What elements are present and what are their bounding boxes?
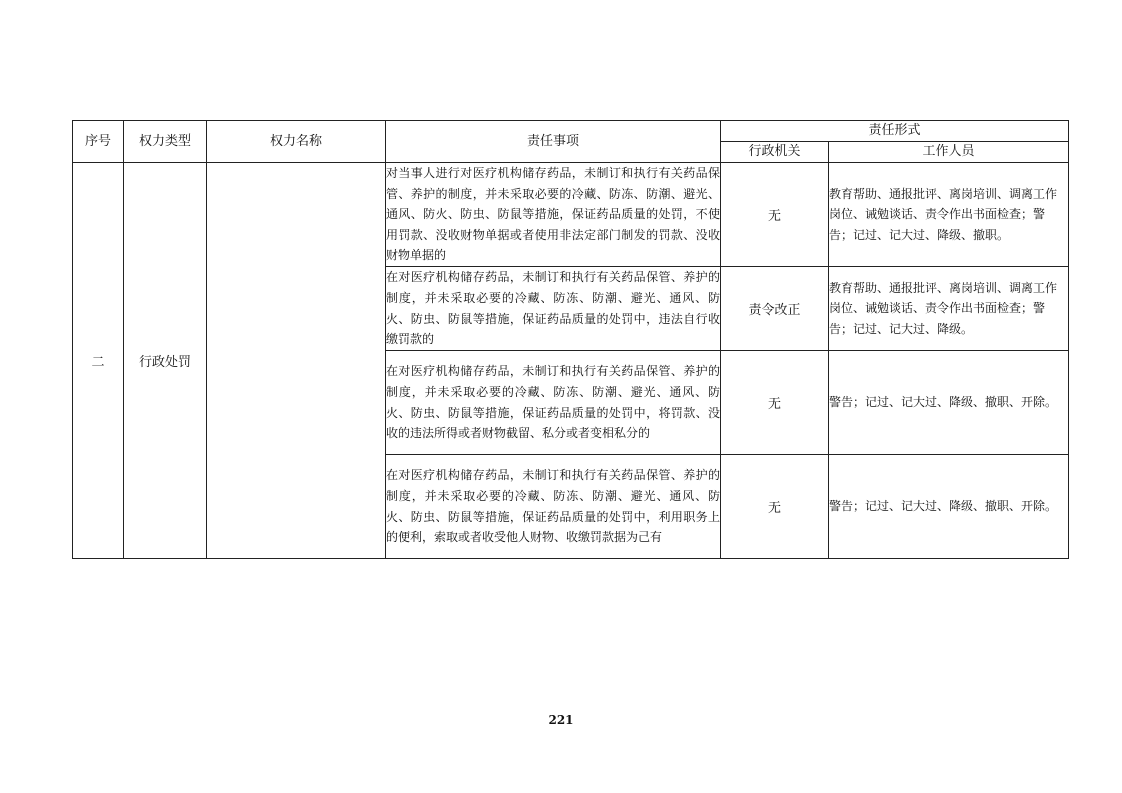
matter-cell: 在对医疗机构储存药品，未制订和执行有关药品保管、养护的制度，并未采取必要的冷藏、防冻、防潮、避光、通风、防火、防虫、防鼠等措施，保证药品质量的处罚中，利用职务上的便利，索取或者收受他人财物、收缴罚款据为己有	[386, 455, 721, 559]
header-power-name: 权力名称	[207, 121, 386, 163]
staff-cell: 教育帮助、通报批评、离岗培训、调离工作岗位、诫勉谈话、责令作出书面检查；警告；记过、记大过、降级、撤职。	[829, 163, 1069, 267]
header-power-type: 权力类型	[124, 121, 207, 163]
page-number: 221	[548, 713, 574, 727]
power-name-cell	[207, 163, 386, 559]
agency-cell: 无	[721, 455, 829, 559]
header-matter: 责任事项	[386, 121, 721, 163]
staff-cell: 警告；记过、记大过、降级、撤职、开除。	[829, 455, 1069, 559]
agency-cell: 责令改正	[721, 267, 829, 351]
matter-cell: 在对医疗机构储存药品，未制订和执行有关药品保管、养护的制度，并未采取必要的冷藏、防冻、防潮、避光、通风、防火、防虫、防鼠等措施，保证药品质量的处罚中，将罚款、没收的违法所得或者财物截留、私分或者变相私分的	[386, 351, 721, 455]
header-seq: 序号	[73, 121, 124, 163]
responsibility-table	[72, 120, 1069, 559]
header-form: 责任形式	[721, 121, 1069, 142]
power-type-cell: 行政处罚	[124, 163, 207, 559]
matter-cell: 在对医疗机构储存药品，未制订和执行有关药品保管、养护的制度，并未采取必要的冷藏、防冻、防潮、避光、通风、防火、防虫、防鼠等措施，保证药品质量的处罚中，违法自行收缴罚款的	[386, 267, 721, 351]
table-row	[73, 163, 1069, 267]
agency-cell: 无	[721, 351, 829, 455]
matter-cell: 对当事人进行对医疗机构储存药品，未制订和执行有关药品保管、养护的制度，并未采取必要的冷藏、防冻、防潮、避光、通风、防火、防虫、防鼠等措施，保证药品质量的处罚，不使用罚款、没收财物单据或者使用非法定部门制发的罚款、没收财物单据的	[386, 163, 721, 267]
seq-cell: 二	[73, 163, 124, 559]
header-staff: 工作人员	[829, 142, 1069, 163]
agency-cell: 无	[721, 163, 829, 267]
staff-cell: 教育帮助、通报批评、离岗培训、调离工作岗位、诫勉谈话、责令作出书面检查；警告；记过、记大过、降级。	[829, 267, 1069, 351]
staff-cell: 警告；记过、记大过、降级、撤职、开除。	[829, 351, 1069, 455]
header-agency: 行政机关	[721, 142, 829, 163]
